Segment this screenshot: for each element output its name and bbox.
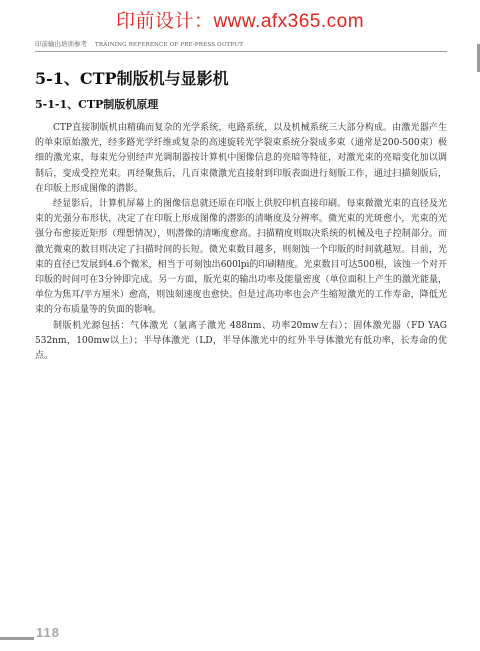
section-title: 5-1、CTP制版机与显影机: [35, 69, 229, 88]
paragraph: 制版机光源包括：气体激光（氩离子激光 488nm、功率20mw左右）；固体激光器（FD YAG 532nm，100mw以上）；半导体激光（LD，半导体激光中的红外半导体激光有低功率，长寿命的优点。: [35, 320, 447, 362]
paragraph: 经显影后，计算机屏幕上的图像信息就还原在印版上供胶印机直接印刷。每束微激光束的直径及光束的光强分布形状，决定了在印版上形成图像的潜影的清晰度及分辨率。微光束的光斑愈小，光束的光强分布愈接近矩形（理想情况），则潜像的清晰度愈高。扫描精度则取决系统的机械及电子控制部分。而激光微束的数目则决定了扫描时间的长短。微光束数目越多，则刻蚀一个印版的时间就越短。目前，光束的直径已发展到4.6个微米，相当于可刻蚀出600lpi的印刷精度。光束数目可达500根，该蚀一个对开印版的时间可在3分钟即完成。另一方面，版光束的输出功率及能量密度（单位面积上产生的激光能量，单位为焦耳/平方厘米）愈高，则蚀刻速度也愈快。但是过高功率也会产生缩短激光的工作寿命，降低光束的分布质量等的负面的影响。: [35, 199, 447, 316]
header-title-en: TRAINING REFERENCE OF PRE-PRESS OUTPUT: [95, 42, 244, 48]
footer-bar: [0, 637, 34, 640]
page-number: 118: [36, 625, 60, 640]
header-title-cn: 印前输出培训参考: [35, 40, 87, 48]
watermark-url: 印前设计：www.afx365.com: [115, 11, 365, 32]
running-header: [35, 39, 447, 52]
body-text: [35, 121, 447, 364]
subsection-title: 5-1-1、CTP制版机原理: [35, 98, 159, 111]
paragraph: CTP直接制版机由精确而复杂的光学系统，电路系统，以及机械系统三大部分构成。由激光器产生的单束原始激光，经多路光学纤维或复杂的高速旋转光学裂束系统分裂成多束（通常是200-500束）极细的激光束，每束光分别经声光调制器按计算机中图像信息的亮暗等特征，对激光束的亮暗变化加以调制后，变成受控光束。再经聚焦后，几百束微激光直接射到印版表面进行刻版工作，通过扫描刻版后，在印版上形成图像的潜影。: [35, 123, 447, 194]
